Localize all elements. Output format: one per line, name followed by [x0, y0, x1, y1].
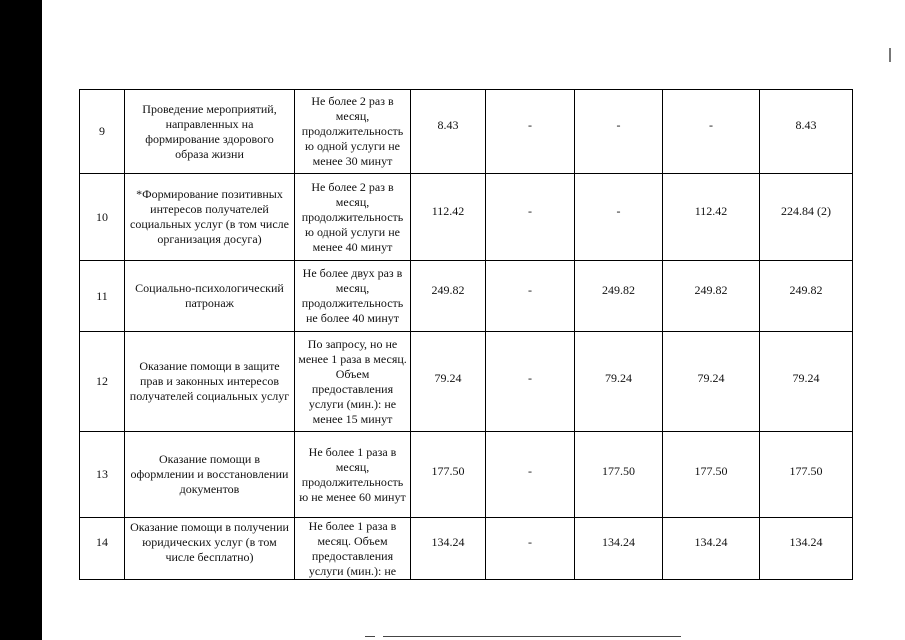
- cell-value: 134.24: [575, 518, 663, 580]
- cell-value: -: [575, 90, 663, 174]
- cell-value: 177.50: [663, 432, 760, 518]
- service-name: Оказание помощи в получении юридических услуг (в том числе бесплатно): [125, 518, 295, 580]
- services-table: [79, 89, 853, 580]
- cell-value: 177.50: [575, 432, 663, 518]
- cell-value: 79.24: [411, 332, 486, 432]
- cell-value: -: [486, 332, 575, 432]
- service-name: Проведение мероприятий, направленных на формирование здорового образа жизни: [125, 90, 295, 174]
- service-frequency: Не более 1 раза в месяц. Объем предоставления услуги (мин.): не: [295, 518, 411, 580]
- row-number: 12: [80, 332, 125, 432]
- table-row: [80, 90, 853, 174]
- cell-value: 224.84 (2): [760, 174, 853, 261]
- service-name: Социально-психологический патронаж: [125, 261, 295, 332]
- cell-value: 79.24: [760, 332, 853, 432]
- table-row: [80, 261, 853, 332]
- cell-value: 8.43: [411, 90, 486, 174]
- cell-value: 249.82: [760, 261, 853, 332]
- service-name: Оказание помощи в защите прав и законных интересов получателей социальных услуг: [125, 332, 295, 432]
- cell-value: 249.82: [411, 261, 486, 332]
- cell-value: -: [486, 432, 575, 518]
- row-number: 10: [80, 174, 125, 261]
- cell-value: 134.24: [663, 518, 760, 580]
- cell-value: 249.82: [663, 261, 760, 332]
- cell-value: -: [486, 90, 575, 174]
- cell-value: 134.24: [411, 518, 486, 580]
- service-frequency: Не более 1 раза в месяц, продолжительность ю не менее 60 минут: [295, 432, 411, 518]
- cell-value: -: [575, 174, 663, 261]
- scan-left-edge: [0, 0, 42, 640]
- service-frequency: Не более двух раз в месяц, продолжительность не более 40 минут: [295, 261, 411, 332]
- table-row: [80, 332, 853, 432]
- scan-mark: [365, 636, 375, 637]
- table-row: [80, 432, 853, 518]
- service-frequency: По запросу, но не менее 1 раза в месяц. Объем предоставления услуги (мин.): не менее 15 минут: [295, 332, 411, 432]
- service-name: Оказание помощи в оформлении и восстановлении документов: [125, 432, 295, 518]
- service-frequency: Не более 2 раз в месяц, продолжительность ю одной услуги не менее 40 минут: [295, 174, 411, 261]
- table-row: [80, 518, 853, 580]
- cell-value: 177.50: [411, 432, 486, 518]
- service-frequency: Не более 2 раз в месяц, продолжительность ю одной услуги не менее 30 минут: [295, 90, 411, 174]
- cell-value: -: [486, 518, 575, 580]
- cell-value: 112.42: [411, 174, 486, 261]
- table-row: [80, 174, 853, 261]
- row-number: 11: [80, 261, 125, 332]
- footer-rule: [383, 636, 681, 637]
- cell-value: 112.42: [663, 174, 760, 261]
- cell-value: 134.24: [760, 518, 853, 580]
- row-number: 9: [80, 90, 125, 174]
- scan-mark: [889, 48, 891, 62]
- cell-value: 79.24: [575, 332, 663, 432]
- cell-value: -: [486, 261, 575, 332]
- cell-value: -: [486, 174, 575, 261]
- cell-value: 177.50: [760, 432, 853, 518]
- service-name: *Формирование позитивных интересов получателей социальных услуг (в том числе организация досуга): [125, 174, 295, 261]
- row-number: 14: [80, 518, 125, 580]
- cell-value: 8.43: [760, 90, 853, 174]
- cell-value: 79.24: [663, 332, 760, 432]
- row-number: 13: [80, 432, 125, 518]
- cell-value: -: [663, 90, 760, 174]
- cell-value: 249.82: [575, 261, 663, 332]
